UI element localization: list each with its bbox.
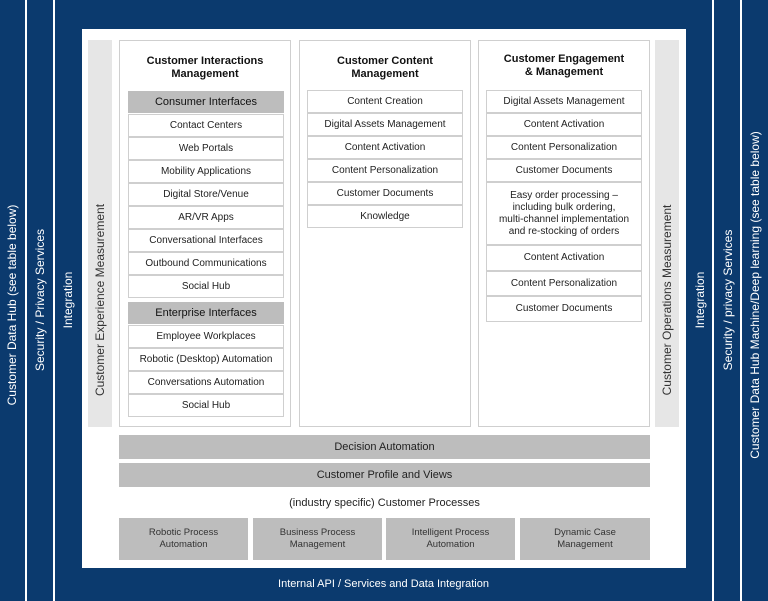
- integration-label-left: Integration: [61, 271, 75, 329]
- list-item: Digital Assets Management: [307, 113, 463, 136]
- order-line: multi-channel implementation: [498, 213, 630, 225]
- divider-line: [53, 0, 55, 601]
- process-box: [253, 518, 382, 560]
- order-line: and re-stocking of orders: [508, 225, 620, 237]
- list-item: Web Portals: [128, 137, 284, 160]
- process-line: Dynamic Case: [554, 527, 616, 538]
- customer-processes-title: (industry specific) Customer Processes: [289, 497, 480, 509]
- list-item: Content Personalization: [307, 159, 463, 182]
- list-item: Outbound Communications: [128, 252, 284, 275]
- interactions-title-line2: Management: [171, 68, 239, 80]
- integration-label-right: Integration: [693, 271, 707, 329]
- list-item: Knowledge: [307, 205, 463, 228]
- engagement-title-line2: & Management: [524, 66, 604, 78]
- list-item: Digital Assets Management: [486, 90, 642, 113]
- list-item: Robotic (Desktop) Automation: [128, 348, 284, 371]
- customer-data-hub-label: Customer Data Hub (see table below): [5, 204, 19, 406]
- order-processing-item: [486, 182, 642, 245]
- customer-experience-measurement-label: Customer Experience Measurement: [93, 203, 107, 397]
- process-line: Intelligent Process: [411, 527, 490, 538]
- list-item: Customer Documents: [307, 182, 463, 205]
- decision-automation-bar: Decision Automation: [119, 435, 650, 459]
- list-item: Social Hub: [128, 394, 284, 417]
- list-item: Content Activation: [486, 245, 642, 271]
- order-line: Easy order processing –: [510, 189, 618, 201]
- security-privacy-label: Security / Privacy Services: [33, 228, 47, 372]
- interactions-title-line1: Customer Interactions: [146, 55, 264, 67]
- process-line: Management: [289, 539, 346, 550]
- order-line: including bulk ordering,: [512, 201, 616, 213]
- security-privacy-label-right: Security / privacy Services: [721, 229, 735, 371]
- list-item: Employee Workplaces: [128, 325, 284, 348]
- process-box: [520, 518, 650, 560]
- process-line: Automation: [159, 539, 208, 550]
- process-box: [119, 518, 248, 560]
- list-item: Mobility Applications: [128, 160, 284, 183]
- list-item: AR/VR Apps: [128, 206, 284, 229]
- list-item: Content Creation: [307, 90, 463, 113]
- content-title-line2: Management: [351, 68, 419, 80]
- list-item: Content Activation: [307, 136, 463, 159]
- divider-line: [25, 0, 27, 601]
- process-line: Automation: [426, 539, 475, 550]
- enterprise-interfaces-header: Enterprise Interfaces: [128, 302, 284, 324]
- process-line: Management: [557, 539, 613, 550]
- list-item: Social Hub: [128, 275, 284, 298]
- process-box: [386, 518, 515, 560]
- customer-operations-measurement-label: Customer Operations Measurement: [660, 204, 674, 396]
- content-title-line1: Customer Content: [337, 55, 433, 67]
- divider-line: [712, 0, 714, 601]
- list-item: Content Activation: [486, 113, 642, 136]
- list-item: Content Personalization: [486, 271, 642, 296]
- consumer-interfaces-header: Consumer Interfaces: [128, 91, 284, 113]
- internal-api-label: Internal API / Services and Data Integration: [278, 578, 489, 590]
- process-line: Business Process: [279, 527, 356, 538]
- customer-data-hub-ml-label: Customer Data Hub Machine/Deep learning (see table below): [748, 131, 762, 459]
- list-item: Customer Documents: [486, 296, 642, 322]
- list-item: Contact Centers: [128, 114, 284, 137]
- list-item: Digital Store/Venue: [128, 183, 284, 206]
- list-item: Content Personalization: [486, 136, 642, 159]
- process-line: Robotic Process: [148, 527, 219, 538]
- engagement-title-line1: Customer Engagement: [503, 53, 625, 65]
- list-item: Conversations Automation: [128, 371, 284, 394]
- list-item: Customer Documents: [486, 159, 642, 182]
- customer-profile-bar: Customer Profile and Views: [119, 463, 650, 487]
- list-item: Conversational Interfaces: [128, 229, 284, 252]
- divider-line: [740, 0, 742, 601]
